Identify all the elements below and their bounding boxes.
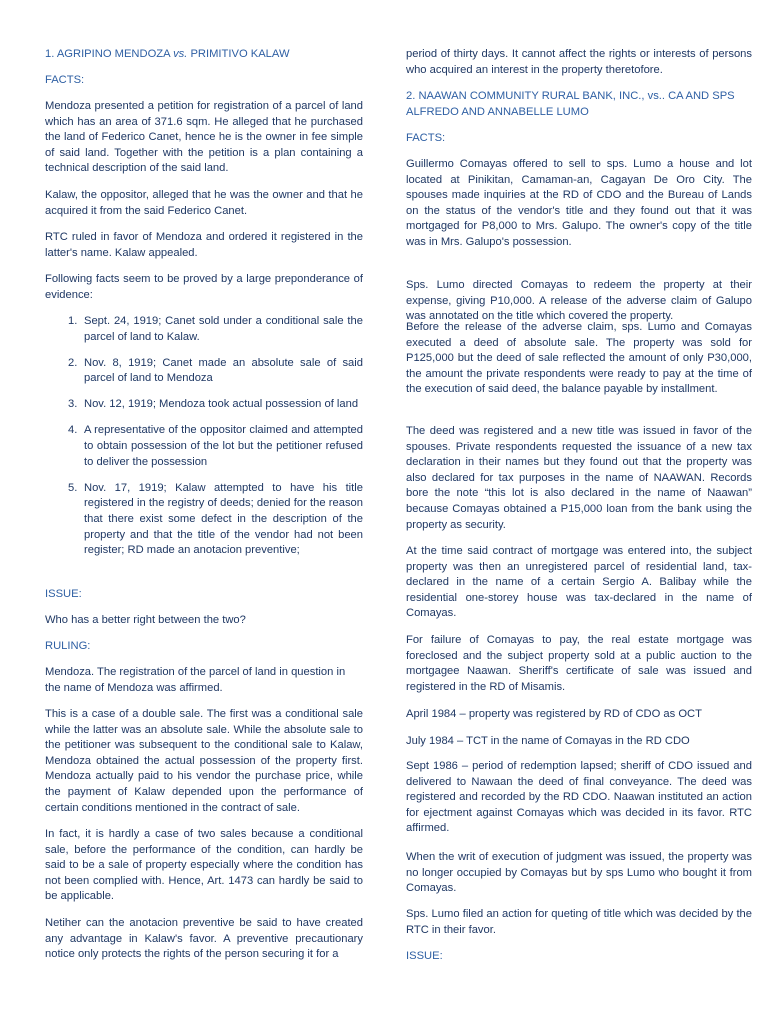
list-item: 4. A representative of the oppositor claimed and attempted to obtain possession of the lot but the petitioner refused to deliver the possession <box>68 424 363 468</box>
case2-paragraph-1: Guillermo Comayas offered to sell to sps. Lumo a house and lot located at Pinikitan, Camaman-an, Cagayan De Oro City. The spouses made inquiries at the RD of CDO and the Bureau of Lands on the status of the vendor's title and they found out that it was mortgaged for P8,000 to Mrs. Galupo. The owner's copy of the title was in Mrs. Galupo's possession. <box>406 158 752 248</box>
case2-paragraph-9: Sept 1986 – period of redemption lapsed; sheriff of CDO issued and delivered to Nawaan the deed of final conveyance. The deed was registered and recorded by the RD CDO. Naawan instituted an action for ejectment against Comayas which was decided in its favor. RTC affirmed. <box>406 760 752 835</box>
ruling-paragraph-1: This is a case of a double sale. The first was a conditional sale while the latter was an absolute sale. While the absolute sale to the petitioner was subsequent to the conditional sale to Kalaw, Mendoza obtained the actual possession of the property first. Mendoza actually paid to his vendor the purchase price, while the payment of Kalaw depended upon the performance of certain conditions mentioned in the contract of sale. <box>45 708 363 814</box>
facts-paragraph-2: Kalaw, the oppositor, alleged that he was the owner and that he acquired it from the said Federico Canet. <box>45 189 363 217</box>
facts-paragraph-4: Following facts seem to be proved by a large preponderance of evidence: <box>45 273 363 301</box>
case2-paragraph-6: For failure of Comayas to pay, the real estate mortgage was foreclosed and the subject property sold at a public auction to the mortgagee Naawan. Sheriff's certificate of sale was issued and registered in the RD of Misamis. <box>406 634 752 693</box>
case2-paragraph-11: Sps. Lumo filed an action for queting of title which was decided by the RTC in their favor. <box>406 908 752 936</box>
case2-issue-label: ISSUE: <box>406 950 443 962</box>
ruling-label: RULING: <box>45 640 91 652</box>
case2-title: 2. NAAWAN COMMUNITY RURAL BANK, INC., vs.. CA AND SPS ALFREDO AND ANNABELLE LUMO <box>406 90 735 118</box>
case2-paragraph-3: Before the release of the adverse claim, sps. Lumo and Comayas executed a deed of absolute sale. The property was sold for P125,000 but the deed of sale reflected the amount of only P30,000, the amount the private respondents were ready to pay at the time of the execution of said deed, the balance payable by installment. <box>406 321 752 396</box>
issue-label: ISSUE: <box>45 588 82 600</box>
ruling-paragraph-2: In fact, it is hardly a case of two sales because a conditional sale, before the performance of the condition, can hardly be said to be a sale of property especially where the condition has not been complied with. Hence, Art. 1473 can hardly be said to be applicable. <box>45 828 363 903</box>
facts-paragraph-3: RTC ruled in favor of Mendoza and ordered it registered in the latter's name. Kalaw appealed. <box>45 231 363 259</box>
ruling-paragraph-3: Netiher can the anotacion preventive be said to have created any advantage in Kalaw's favor. A preventive precautionary notice only protects the rights of the person securing it for a <box>45 917 363 961</box>
list-item: 2. Nov. 8, 1919; Canet made an absolute sale of said parcel of land to Mendoza <box>68 356 363 385</box>
facts-label: FACTS: <box>45 74 85 86</box>
case1-title: 1. AGRIPINO MENDOZA vs. PRIMITIVO KALAW <box>45 48 290 60</box>
continued-paragraph: period of thirty days. It cannot affect the rights or interests of persons who acquired an interest in the property theretofore. <box>406 48 752 76</box>
list-item: 3. Nov. 12, 1919; Mendoza took actual possession of land <box>68 398 359 411</box>
facts-list <box>45 314 363 559</box>
case2-paragraph-8: July 1984 – TCT in the name of Comayas in the RD CDO <box>406 735 690 747</box>
ruling-holding: Mendoza. The registration of the parcel of land in question in the name of Mendoza was affirmed. <box>45 666 346 694</box>
list-item: 5. Nov. 17, 1919; Kalaw attempted to have his title registered in the registry of deeds; denied for the reason that there exist some defect in the description of the property and that the title of the vendor had not been register; RD made an anotacion preventive; <box>68 481 363 557</box>
case2-facts-label: FACTS: <box>406 132 446 144</box>
issue-text: Who has a better right between the two? <box>45 614 246 626</box>
case2-paragraph-10: When the writ of execution of judgment was issued, the property was no longer occupied by Comayas but by sps Lumo who bought it from Comayas. <box>406 851 752 895</box>
case2-paragraph-5: At the time said contract of mortgage was entered into, the subject property was then an unregistered parcel of residential land, tax-declared in the name of a certain Sergio A. Balibay while the residential one-storey house was tax-declared in the name of Comayas. <box>406 545 752 620</box>
case2-paragraph-4: The deed was registered and a new title was issued in favor of the spouses. Private respondents requested the issuance of a new tax declaration in their names but they found out that the property was also declared for tax purposes in the name of NAAWAN. Records bore the note “this lot is also declared in the name of Naawan” because Comayas obtained a P15,000 loan from the bank using the property as security. <box>406 425 752 531</box>
facts-paragraph-1: Mendoza presented a petition for registration of a parcel of land which has an area of 371.6 sqm. He alleged that he purchased the land of Federico Canet, hence he is the owner in fee simple of said land. Together with the petition is a plan containing a technical description of the said land. <box>45 100 363 175</box>
list-item: 1. Sept. 24, 1919; Canet sold under a conditional sale the parcel of land to Kalaw. <box>68 315 363 343</box>
case2-paragraph-7: April 1984 – property was registered by RD of CDO as OCT <box>406 708 702 720</box>
case2-paragraph-2: Sps. Lumo directed Comayas to redeem the property at their expense, giving P10,000. A release of the adverse claim of Galupo was annotated on the title which covered the property. <box>406 279 752 323</box>
